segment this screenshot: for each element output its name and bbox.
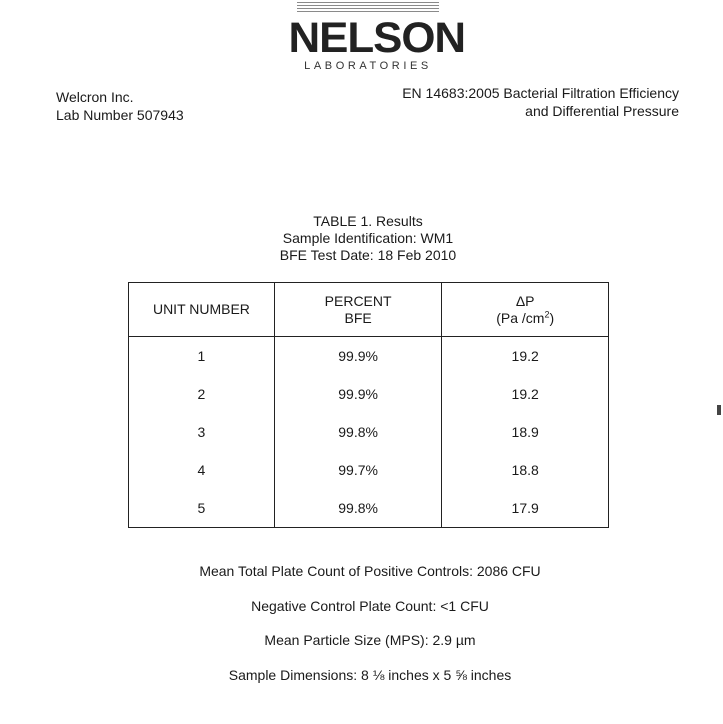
percent-bfe-cell: 99.9% bbox=[274, 375, 441, 413]
table-row bbox=[129, 413, 609, 451]
dp-unit-suffix: ) bbox=[549, 309, 555, 326]
percent-bfe-cell: 99.8% bbox=[274, 489, 441, 528]
table-row bbox=[129, 451, 609, 489]
header-percent-bfe bbox=[274, 283, 441, 337]
table-caption bbox=[168, 213, 568, 264]
percent-bfe-cell: 99.8% bbox=[274, 413, 441, 451]
delta-p-cell: 19.2 bbox=[442, 375, 609, 413]
dp-unit-exponent: 2 bbox=[544, 308, 550, 319]
particle-size-note: Mean Particle Size (MPS): 2.9 µm bbox=[264, 632, 476, 648]
table-row bbox=[129, 489, 609, 528]
percent-bfe-cell: 99.9% bbox=[274, 337, 441, 376]
scan-edge-mark bbox=[717, 405, 721, 415]
sample-dimensions-note: Sample Dimensions: 8 ⅛ inches x 5 ⅝ inches bbox=[228, 666, 512, 683]
negative-control-note: Negative Control Plate Count: <1 CFU bbox=[251, 597, 489, 614]
unit-number-cell: 1 bbox=[129, 337, 275, 376]
client-name: Welcron Inc. bbox=[56, 89, 134, 105]
sample-identification: Sample Identification: WM1 bbox=[282, 230, 454, 246]
unit-number-cell: 3 bbox=[129, 413, 275, 451]
table-row bbox=[129, 337, 609, 376]
client-block bbox=[56, 88, 184, 124]
unit-number-cell: 5 bbox=[129, 489, 275, 528]
results-table bbox=[128, 282, 609, 528]
header-unit-number: UNIT NUMBER bbox=[129, 283, 275, 337]
header-dp-symbol: ΔP bbox=[515, 292, 535, 309]
standard-line-1: EN 14683:2005 Bacterial Filtration Efficiency bbox=[402, 85, 679, 101]
delta-p-cell: 18.9 bbox=[442, 413, 609, 451]
logo-tagline: LABORATORIES bbox=[304, 60, 432, 72]
header-percent-line-2: BFE bbox=[344, 309, 372, 326]
table-header-row bbox=[129, 283, 609, 337]
header-percent-line-1: PERCENT bbox=[324, 292, 392, 309]
delta-p-cell: 17.9 bbox=[442, 489, 609, 528]
unit-number-cell: 4 bbox=[129, 451, 275, 489]
standard-line-2: and Differential Pressure bbox=[525, 103, 679, 119]
positive-controls-note: Mean Total Plate Count of Positive Controls: 2086 CFU bbox=[199, 563, 541, 579]
table-title: TABLE 1. Results bbox=[313, 213, 423, 229]
delta-p-cell: 19.2 bbox=[442, 337, 609, 376]
logo-name: NELSON bbox=[288, 14, 466, 62]
delta-p-cell: 18.8 bbox=[442, 451, 609, 489]
dp-unit-prefix: (Pa /cm bbox=[496, 309, 545, 326]
table-row bbox=[129, 375, 609, 413]
percent-bfe-cell: 99.7% bbox=[274, 451, 441, 489]
header-differential-pressure bbox=[442, 283, 609, 337]
header-dp-unit bbox=[443, 310, 607, 327]
test-standard-block bbox=[402, 84, 679, 120]
unit-number-cell: 2 bbox=[129, 375, 275, 413]
bfe-test-date: BFE Test Date: 18 Feb 2010 bbox=[279, 247, 457, 263]
lab-number: Lab Number 507943 bbox=[56, 107, 184, 123]
test-notes bbox=[120, 561, 620, 699]
